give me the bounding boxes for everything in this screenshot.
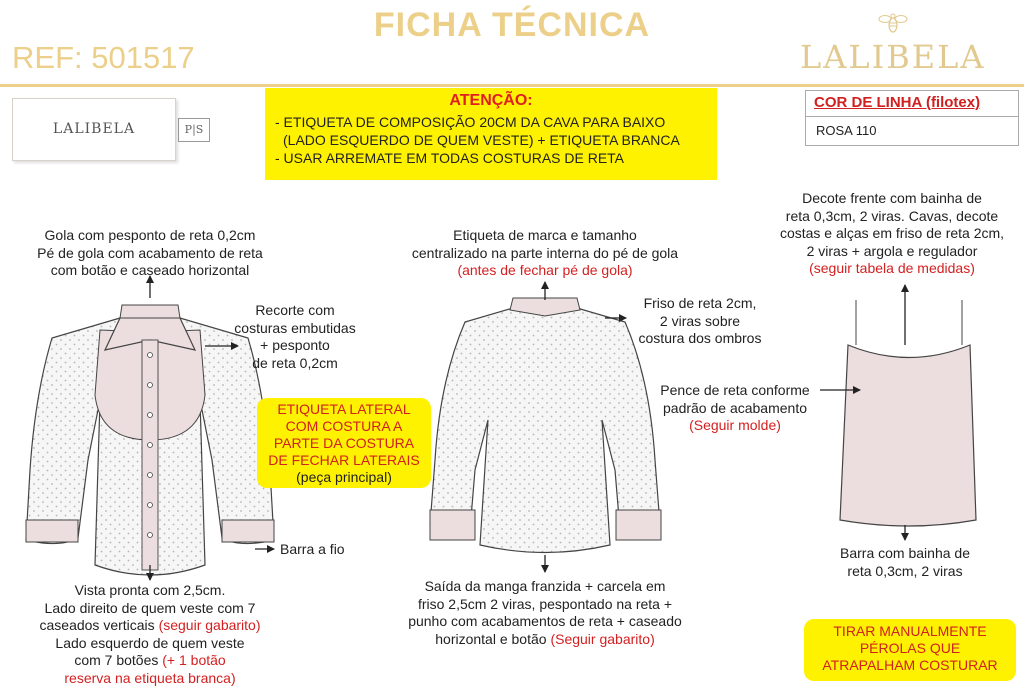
cutout-note-line: costuras embutidas (234, 319, 356, 336)
brand-label-note-line: centralizado na parte interna do pé de gola (411, 244, 679, 261)
page-title: FICHA TÉCNICA (373, 6, 651, 44)
neckline-note-line: 2 viras + argola e regulador (806, 242, 978, 259)
sleeve-note-text: horizontal e botão (435, 630, 551, 647)
placket-note-red: (+ 1 botão (162, 652, 226, 668)
sleeve-note-line: Saída da manga franzida + carcela em (424, 578, 666, 594)
sleeve-note-line: punho com acabamentos de reta + caseado (408, 613, 682, 629)
cutout-note-line: Recorte com (255, 302, 335, 318)
placket-note-line (10, 617, 290, 635)
shoulder-note-line: Friso de reta 2cm, (643, 295, 757, 311)
brand-label-note-line: Etiqueta de marca e tamanho (453, 227, 637, 243)
collar-note-line: Gola com pesponto de reta 0,2cm (44, 227, 256, 243)
side-label-subtitle: (peça principal) (296, 469, 392, 485)
placket-note-line: Lado direito de quem veste com 7 (44, 599, 256, 616)
brand-label-note (380, 227, 710, 280)
placket-note-text: com 7 botões (74, 652, 163, 668)
neckline-note-line: costas e alças em friso de reta 2cm, (779, 225, 1005, 241)
side-label-title: PARTE DA COSTURA (273, 435, 415, 451)
reference-code: REF: 501517 (12, 40, 195, 75)
attention-line: - ETIQUETA DE COMPOSIÇÃO 20CM DA CAVA PARA BAIXO (275, 114, 666, 130)
side-label-title: ETIQUETA LATERAL (277, 401, 411, 417)
sleeve-note (390, 578, 700, 648)
shoulder-note-line: 2 viras sobre (659, 312, 741, 329)
hem-note-line: reta 0,3cm, 2 viras (847, 562, 963, 579)
placket-note (10, 582, 290, 687)
placket-note-line: Lado esquerdo de quem veste (55, 634, 245, 651)
placket-note-line (10, 652, 290, 670)
dart-note-line: Pence de reta conforme (660, 382, 810, 398)
dart-note-line: padrão de acabamento (663, 399, 807, 416)
neckline-note-line: Decote frente com bainha de (802, 190, 982, 206)
placket-note-line: reserva na etiqueta branca) (64, 669, 236, 686)
sleeve-note-line (390, 631, 700, 649)
manual-pearls-line: PÉROLAS QUE (859, 640, 961, 656)
cutout-note (220, 302, 370, 372)
hem-note (800, 545, 1010, 580)
placket-note-line: Vista pronta com 2,5cm. (74, 582, 226, 598)
collar-note-line: Pé de gola com acabamento de reta (37, 244, 263, 261)
attention-line: (LADO ESQUERDO DE QUEM VESTE) + ETIQUETA BRANCA (283, 132, 680, 148)
sleeve-note-line: friso 2,5cm 2 viras, pespontado na reta + (417, 595, 673, 612)
brand-label-note-line: (antes de fechar pé de gola) (457, 262, 633, 278)
shoulder-note (620, 295, 780, 348)
brand-logo: LALIBELA (800, 38, 986, 76)
logo-label-name: LALIBELA (52, 121, 136, 137)
placket-note-text: caseados verticais (39, 617, 159, 633)
shoulder-note-line: costura dos ombros (638, 330, 762, 346)
side-label-title: DE FECHAR LATERAIS (268, 452, 420, 468)
cutout-note-line: + pesponto (260, 337, 330, 353)
manual-pearls-line: TIRAR MANUALMENTE (833, 623, 987, 639)
neckline-note-red: (seguir tabela de medidas) (809, 260, 975, 276)
collar-note-line: com botão e caseado horizontal (50, 262, 250, 278)
side-label-box (257, 398, 431, 488)
thread-color-heading: COR DE LINHA (filotex) (814, 94, 981, 111)
hem-note-line: Barra com bainha de (840, 545, 970, 561)
camisole-drawing (840, 300, 976, 526)
logo-size-tag: P|S (178, 118, 210, 142)
thread-color-value: ROSA 110 (816, 123, 877, 138)
attention-line: - USAR ARREMATE EM TODAS COSTURAS DE RETA (275, 150, 625, 166)
side-label-title: COM COSTURA A (285, 418, 403, 434)
manual-pearls-box (804, 619, 1016, 681)
manual-pearls-line: ATRAPALHAM COSTURAR (822, 657, 998, 673)
collar-note (10, 227, 290, 280)
placket-note-red: (seguir gabarito) (158, 617, 261, 633)
neckline-note-line: reta 0,3cm, 2 viras. Cavas, decote (785, 207, 999, 224)
dart-note-red: (Seguir molde) (689, 417, 781, 433)
cutout-note-line: de reta 0,2cm (252, 354, 338, 371)
sleeve-note-red: (Seguir gabarito) (550, 630, 655, 647)
dart-note (650, 382, 820, 435)
attention-heading: ATENÇÃO: (449, 92, 533, 109)
grain-note: Barra a fio (280, 541, 345, 557)
neckline-note (760, 190, 1024, 278)
